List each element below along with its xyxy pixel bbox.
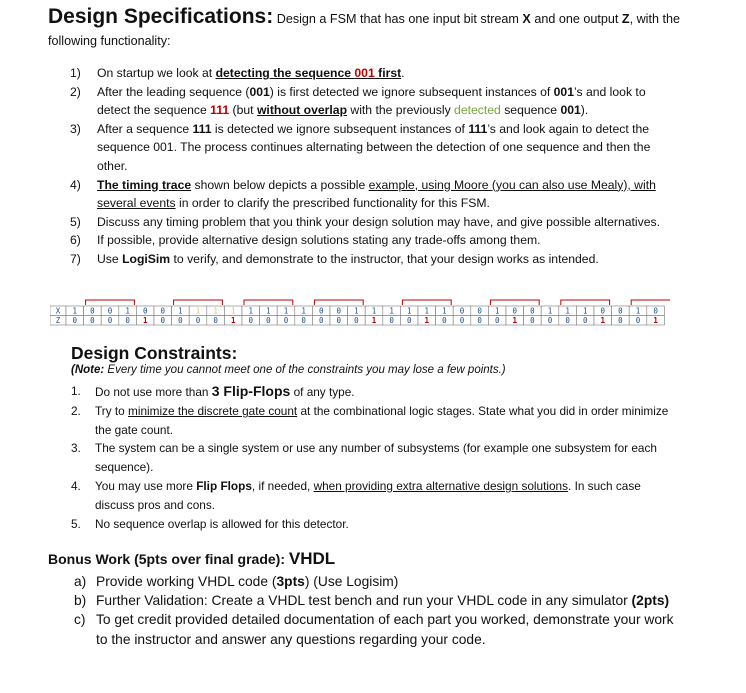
trace-bit-z: 0 bbox=[477, 315, 482, 325]
trace-bit-x: 0 bbox=[107, 306, 113, 316]
constraints-title: Design Constraints: bbox=[71, 343, 238, 363]
spec-text: is detected we ignore subsequent instances of bbox=[211, 121, 469, 136]
spec-underlined bbox=[216, 66, 402, 80]
spec-item-1: 1) On startup we look at detecting the sequence 001 first. bbox=[70, 64, 670, 83]
constraint-text: , if needed, bbox=[251, 478, 314, 493]
intro-continuation: following functionality: bbox=[48, 34, 171, 48]
trace-bit-x: 0 bbox=[459, 306, 465, 316]
intro-text-3: , with the bbox=[629, 12, 680, 26]
trace-bit-x: 0 bbox=[142, 306, 148, 316]
bonus-title bbox=[48, 549, 335, 569]
trace-bit-x: 1 bbox=[266, 306, 271, 316]
trace-bit-x: 0 bbox=[530, 306, 535, 316]
spec-number: 4) bbox=[70, 177, 81, 192]
trace-bit-z: 0 bbox=[195, 315, 201, 325]
spec-text: first bbox=[374, 66, 402, 80]
spec-list bbox=[70, 64, 670, 269]
bonus-title-text: Bonus Work (5pts over final grade): bbox=[48, 551, 289, 567]
trace-bit-x: 1 bbox=[389, 306, 394, 316]
trace-bit-x: 1 bbox=[406, 306, 412, 316]
flip-flop-limit: 3 Flip-Flops bbox=[211, 383, 291, 399]
constraint-text: Do not use more than bbox=[95, 385, 212, 399]
bonus-text: Further Validation: Create a VHDL test bench and run your VHDL code in any simulator bbox=[96, 593, 632, 609]
trace-bracket bbox=[490, 300, 539, 305]
trace-bit-x: 0 bbox=[160, 306, 166, 316]
trace-bit-x: 0 bbox=[600, 306, 606, 316]
constraint-underlined: minimize the discrete gate count bbox=[128, 403, 298, 418]
spec-item-7 bbox=[70, 250, 670, 269]
constraint-underlined: when providing extra alternative design solutions bbox=[313, 478, 569, 493]
trace-bit-x: 1 bbox=[565, 306, 570, 316]
spec-text: shown below depicts a possible bbox=[191, 177, 369, 192]
bonus-list bbox=[74, 572, 678, 649]
spec-item-5 bbox=[70, 213, 670, 232]
trace-bit-x: 1 bbox=[283, 306, 289, 316]
trace-bit-x: 0 bbox=[477, 306, 482, 316]
trace-bit-x: 0 bbox=[336, 306, 342, 316]
spec-text: ’s and look again to detect the sequence 001. The process continues alternating between the detection of one sequence and then the other. bbox=[97, 121, 651, 173]
intro-text-2: and one output bbox=[530, 12, 622, 26]
trace-bit-z: 1 bbox=[512, 315, 518, 325]
trace-bracket bbox=[314, 300, 363, 305]
note-text: Every time you cannot meet one of the constraints you may lose a few points.) bbox=[104, 364, 506, 376]
bonus-item-b bbox=[74, 591, 678, 610]
constraint-item-3 bbox=[71, 439, 675, 477]
trace-bit-z: 1 bbox=[371, 315, 377, 325]
trace-bit-z: 0 bbox=[354, 315, 359, 325]
trace-bit-z: 0 bbox=[72, 315, 78, 325]
trace-bit-x: 0 bbox=[618, 306, 623, 316]
spec-item-6 bbox=[70, 231, 670, 250]
constraint-text: Try to bbox=[95, 403, 128, 418]
spec-text: On startup we look at bbox=[97, 66, 216, 80]
trace-bit-x: 0 bbox=[512, 306, 518, 316]
trace-bit-z: 0 bbox=[582, 315, 588, 325]
trace-bit-z: 0 bbox=[266, 315, 271, 325]
sequence-001: 001 bbox=[249, 84, 270, 99]
constraints-list bbox=[71, 382, 675, 533]
sequence-001: 001 bbox=[354, 66, 375, 80]
trace-bit-z: 0 bbox=[547, 315, 553, 325]
trace-bit-z: 1 bbox=[653, 315, 658, 325]
spec-text: Discuss any timing problem that you think your design solution may have, and give possible alternatives. bbox=[97, 214, 660, 229]
trace-bit-z: 0 bbox=[213, 315, 218, 325]
trace-bit-z: 0 bbox=[389, 315, 394, 325]
constraints-note bbox=[71, 364, 506, 376]
logisim-name: LogiSim bbox=[122, 251, 171, 266]
trace-bit-x: 1 bbox=[354, 306, 359, 316]
constraint-bold: Flip Flops bbox=[196, 478, 252, 493]
spec-number: 2) bbox=[70, 84, 81, 99]
title-line bbox=[48, 6, 738, 30]
trace-bit-z: 0 bbox=[318, 315, 324, 325]
trace-bit-z: 0 bbox=[336, 315, 342, 325]
spec-number: 1) bbox=[70, 66, 81, 80]
constraint-text: You may use more bbox=[95, 478, 197, 493]
trace-bit-x: 1 bbox=[547, 306, 553, 316]
spec-item-4 bbox=[70, 176, 670, 213]
spec-text: If possible, provide alternative design solutions stating any trade-offs among them. bbox=[97, 233, 541, 248]
timing-trace bbox=[50, 287, 670, 327]
spec-text: with the previously bbox=[347, 103, 455, 118]
bonus-item-c bbox=[74, 610, 678, 648]
trace-bit-z: 0 bbox=[301, 315, 306, 325]
trace-bit-z: 0 bbox=[160, 315, 166, 325]
spec-text: After the leading sequence ( bbox=[97, 84, 250, 99]
bonus-item-a bbox=[74, 572, 678, 591]
trace-bit-z: 1 bbox=[142, 315, 148, 325]
trace-bit-x: 1 bbox=[230, 306, 236, 316]
trace-bit-z: 0 bbox=[406, 315, 412, 325]
spec-text: ’s and look to detect the sequence bbox=[97, 84, 646, 118]
spec-number: 5) bbox=[70, 214, 81, 229]
trace-bit-z: 0 bbox=[618, 315, 623, 325]
spec-item-3 bbox=[70, 120, 670, 176]
sequence-111: 111 bbox=[210, 103, 230, 118]
trace-bit-z: 0 bbox=[459, 315, 465, 325]
trace-bracket bbox=[402, 300, 451, 305]
bonus-letter: a) bbox=[74, 574, 87, 589]
trace-bit-z: 0 bbox=[283, 315, 289, 325]
trace-bit-x: 1 bbox=[371, 306, 377, 316]
constraint-number: 4. bbox=[71, 478, 81, 493]
trace-bit-x: 1 bbox=[442, 306, 447, 316]
spec-text: to verify, and demonstrate to the instructor, that your design works as intended. bbox=[170, 251, 599, 266]
trace-bit-z: 0 bbox=[565, 315, 570, 325]
trace-bit-x: 1 bbox=[301, 306, 306, 316]
trace-bit-x: 1 bbox=[424, 306, 430, 316]
trace-bracket bbox=[561, 300, 610, 305]
page-title: Design Specifications: bbox=[48, 5, 274, 28]
bonus-text: ) (Use Logisim) bbox=[304, 574, 399, 589]
trace-bit-z: 1 bbox=[600, 315, 606, 325]
intro-text-1: Design a FSM that has one input bit stream bbox=[273, 12, 523, 26]
trace-bit-x: 1 bbox=[635, 306, 641, 316]
trace-bit-z: 0 bbox=[178, 315, 183, 325]
constraint-text: No sequence overlap is allowed for this detector. bbox=[95, 516, 349, 531]
spec-number: 6) bbox=[70, 233, 81, 248]
bonus-points: 3pts bbox=[276, 574, 305, 589]
constraint-item-4 bbox=[71, 477, 675, 515]
trace-bit-z: 0 bbox=[530, 315, 535, 325]
constraint-text: at the combinational logic stages. State what you did in order minimize the gate count. bbox=[95, 403, 669, 437]
constraint-number: 3. bbox=[71, 441, 81, 456]
constraint-text: of any type. bbox=[290, 385, 355, 399]
trace-bracket bbox=[174, 300, 223, 305]
sequence-001: 001 bbox=[560, 103, 581, 118]
constraint-item-1 bbox=[71, 382, 675, 402]
sequence-111: 111 bbox=[192, 121, 212, 136]
trace-bit-x: 0 bbox=[90, 306, 95, 316]
constraint-item-5 bbox=[71, 515, 675, 534]
spec-number: 3) bbox=[70, 121, 81, 136]
spec-text: (but bbox=[229, 103, 257, 118]
note-label: (Note: bbox=[71, 364, 105, 376]
trace-bracket bbox=[631, 300, 670, 305]
trace-bit-x: 1 bbox=[195, 306, 201, 316]
bonus-text: To get credit provided detailed documentation of each part you worked, demonstrate your work to the instructor and answer any questions regarding your code. bbox=[96, 612, 674, 647]
trace-label-z: Z bbox=[55, 315, 61, 325]
spec-underlined: The timing trace bbox=[97, 177, 192, 192]
trace-bit-x: 1 bbox=[582, 306, 588, 316]
bonus-title-vhdl: VHDL bbox=[288, 549, 336, 568]
trace-bit-x: 0 bbox=[318, 306, 324, 316]
constraint-text: The system can be a single system or use any number of subsystems (for example one subsystem for each sequence). bbox=[95, 441, 657, 475]
trace-bit-z: 0 bbox=[107, 315, 113, 325]
trace-bracket bbox=[86, 300, 135, 305]
trace-bit-z: 0 bbox=[90, 315, 95, 325]
constraint-number: 5. bbox=[71, 516, 81, 531]
spec-highlight: detected bbox=[454, 103, 501, 118]
trace-bit-x: 1 bbox=[72, 306, 78, 316]
trace-bit-x: 1 bbox=[248, 306, 254, 316]
spec-text: detecting the sequence bbox=[215, 66, 355, 80]
spec-number: 7) bbox=[70, 251, 81, 266]
trace-bit-z: 1 bbox=[424, 315, 430, 325]
trace-bit-x: 1 bbox=[178, 306, 183, 316]
trace-bit-z: 0 bbox=[494, 315, 500, 325]
constraint-number: 1. bbox=[71, 384, 81, 398]
trace-bit-x: 0 bbox=[653, 306, 658, 316]
trace-bit-z: 0 bbox=[125, 315, 130, 325]
spec-text: After a sequence bbox=[97, 121, 193, 136]
constraint-number: 2. bbox=[71, 403, 81, 418]
constraint-text: . In such case discuss pros and cons. bbox=[95, 478, 641, 512]
spec-text: ) is first detected we ignore subsequent instances of bbox=[269, 84, 554, 99]
trace-label-x: X bbox=[55, 306, 61, 316]
trace-bit-z: 0 bbox=[442, 315, 447, 325]
bonus-letter: c) bbox=[74, 612, 86, 628]
spec-item-2 bbox=[70, 83, 670, 120]
bonus-points: (2pts) bbox=[631, 593, 670, 609]
spec-text: sequence bbox=[500, 103, 561, 118]
trace-bit-z: 0 bbox=[635, 315, 641, 325]
intro-z: Z bbox=[621, 12, 630, 26]
trace-bracket bbox=[244, 300, 293, 305]
trace-bit-x: 1 bbox=[125, 306, 130, 316]
constraint-item-2 bbox=[71, 402, 675, 440]
bonus-letter: b) bbox=[74, 593, 87, 609]
sequence-111: 111 bbox=[468, 121, 488, 136]
spec-text: Use bbox=[97, 251, 123, 266]
trace-bit-z: 0 bbox=[248, 315, 254, 325]
trace-bit-z: 1 bbox=[230, 315, 236, 325]
spec-text: in order to clarify the prescribed functionality for this FSM. bbox=[175, 196, 490, 211]
spec-text: ). bbox=[580, 103, 589, 118]
trace-bit-x: 1 bbox=[213, 306, 218, 316]
spec-underlined: example, using Moore (you can also use Mealy), with several events bbox=[97, 177, 656, 211]
sequence-001: 001 bbox=[553, 84, 574, 99]
spec-underlined: without overlap bbox=[256, 103, 348, 118]
intro-x: X bbox=[522, 12, 531, 26]
trace-bit-x: 1 bbox=[494, 306, 500, 316]
bonus-text: Provide working VHDL code ( bbox=[96, 574, 277, 589]
